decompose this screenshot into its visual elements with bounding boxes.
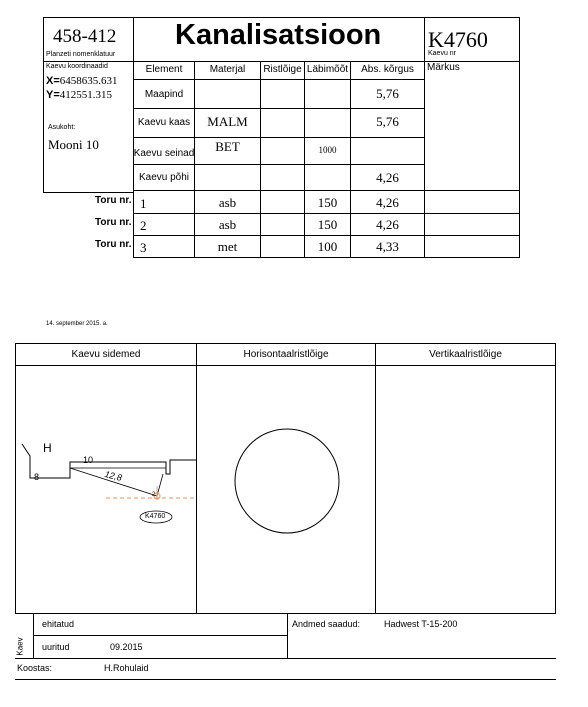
data-source-label: Andmed saadud: — [292, 619, 361, 629]
col-element: Element — [145, 64, 183, 75]
location-label: Asukoht: — [48, 124, 76, 131]
nomenclature-number: 458-412 — [53, 26, 117, 47]
status-surveyed-date: 09.2015 — [110, 642, 143, 652]
well-number-label: Kaevu nr — [428, 50, 457, 57]
row-element: Maapind — [144, 88, 184, 100]
distance-10: 10 — [83, 455, 94, 465]
row-material: BET — [215, 139, 240, 154]
col-cross-section: Ristlõige — [263, 64, 302, 75]
row-diameter: 1000 — [318, 145, 337, 155]
row-height: 5,76 — [376, 114, 399, 129]
location-value: Mooni 10 — [48, 137, 99, 152]
side-label-kaev: Kaev — [15, 637, 25, 656]
coord-x: X=6458635.631 — [46, 75, 118, 87]
row-element: Kaevu põhi — [138, 172, 190, 183]
col-remarks: Märkus — [427, 62, 460, 73]
row-material: MALM — [207, 114, 248, 129]
document-date: 14. september 2015. a. — [46, 321, 108, 327]
section-horizontal: Horisontaalristlõige — [243, 349, 329, 360]
nomenclature-label: Planzeti nomenklatuur — [46, 51, 116, 58]
author-value: H.Rohulaid — [104, 663, 149, 673]
horizontal-cross-section — [197, 366, 375, 612]
data-source-value: Hadwest T-15-200 — [384, 619, 458, 629]
row-element: Kaevu kaas — [137, 116, 191, 128]
pipe-height: 4,33 — [376, 238, 399, 254]
well-number: K4760 — [428, 27, 488, 52]
status-built: ehitatud — [42, 619, 75, 629]
col-abs-height: Abs. kõrgus — [361, 64, 414, 75]
pipe-material: asb — [218, 216, 237, 232]
page-title: Kanalisatsioon — [175, 19, 382, 51]
row-height: 4,26 — [376, 169, 399, 185]
distance-12-8: 12,8 — [103, 469, 124, 483]
col-material: Materjal — [209, 64, 246, 75]
col-diameter: Läbimõõt — [306, 64, 349, 75]
well-label: K4760 — [145, 513, 166, 520]
author-label: Koostas: — [17, 663, 53, 673]
connections-sketch — [16, 366, 196, 612]
well-circle — [235, 429, 339, 533]
row-element: Kaevu seinad — [133, 147, 195, 159]
pipe-number: 1 — [140, 196, 147, 211]
pipe-label: Toru nr. — [95, 217, 132, 228]
row-height: 5,76 — [376, 86, 399, 101]
status-surveyed: uuritud — [42, 642, 70, 652]
section-vertical: Vertikaalristlõige — [429, 349, 502, 360]
pipe-number-label: 2 — [152, 492, 156, 498]
pipe-label: Toru nr. — [95, 239, 132, 250]
building-label: H — [43, 441, 52, 455]
pipe-height: 4,26 — [376, 216, 399, 232]
building-number: 8 — [34, 472, 40, 482]
pipe-diameter: 150 — [317, 194, 338, 210]
pipe-number: 3 — [140, 240, 147, 255]
pipe-diameter: 150 — [317, 216, 338, 232]
pipe-number: 2 — [140, 218, 147, 233]
pipe-height: 4,26 — [376, 194, 399, 210]
pipe-diameter: 100 — [317, 238, 338, 254]
section-connections: Kaevu sidemed — [71, 349, 141, 360]
pipe-material: met — [217, 238, 238, 254]
coord-y: Y=412551.315 — [46, 89, 113, 101]
coords-label: Kaevu koordinaadid — [46, 63, 108, 70]
pipe-label: Toru nr. — [95, 195, 132, 206]
pipe-material: asb — [218, 194, 237, 210]
